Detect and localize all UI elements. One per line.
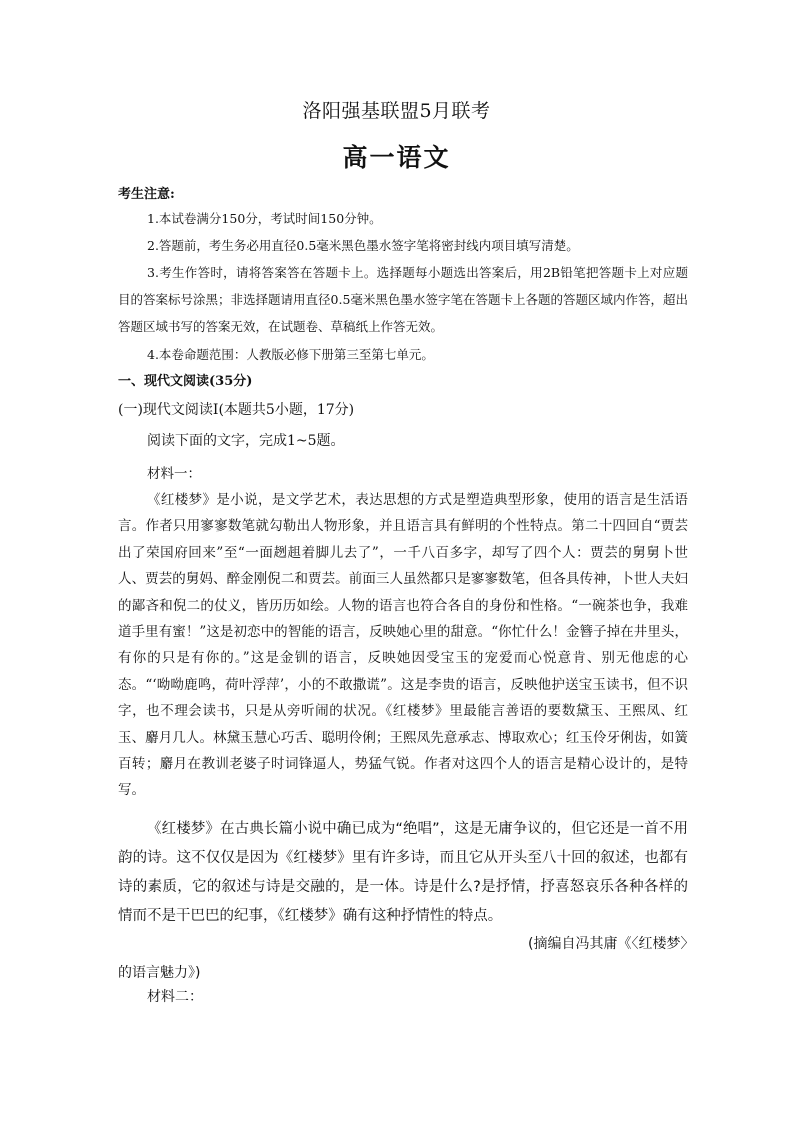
notice-item-2: 2.答题前，考生务必用直径0.5毫米黑色墨水签字笔将密封线内项目填写清楚。 [147,238,579,253]
material-one-paragraph-2: 《红楼梦》在古典长篇小说中确已成为“绝唱”，这是无庸争议的，但它还是一首不用韵的诗。这不仅仅是因为《红楼梦》里有许多诗，而且它从开头至八十回的叙述，也都有诗的素质，它的叙述与诗是交融的，是一体。诗是什么?是抒情，抒喜怒哀乐各种各样的情而不是干巴巴的纪事，《红楼梦》确有这种抒情性的特点。 [118,821,688,924]
material-two-label: 材料二： [147,989,203,1005]
notice-item-1: 1.本试卷满分150分，考试时间150分钟。 [147,211,382,226]
material-one-citation: (摘编自冯其庸《〈红楼梦〉的语言魅力》) [118,936,688,981]
exam-title: 洛阳强基联盟5月联考 [302,100,491,122]
notice-heading: 考生注意: [118,187,175,202]
part-heading: (一)现代文阅读Ⅰ(本题共5小题，17分) [118,402,355,418]
section-heading: 一、现代文阅读(35分) [118,374,253,389]
notice-item-3: 3.考生作答时，请将答案答在答题卡上。选择题每小题选出答案后，用2B铅笔把答题卡上对应题目的答案标号涂黑；非选择题请用直径0.5毫米黑色墨水签字笔在答题卡上各题的答题区域内作答，超出答题区域书写的答案无效，在试题卷、草稿纸上作答无效。 [118,265,688,334]
material-one-paragraph-1: 《红楼梦》是小说，是文学艺术，表达思想的方式是塑造典型形象，使用的语言是生活语言。作者只用寥寥数笔就勾勒出人物形象，并且语言具有鲜明的个性特点。第二十四回自“贾芸出了荣国府回来”至“一面趔趄着脚儿去了”，一千八百多字，却写了四个人：贾芸的舅舅卜世人、贾芸的舅妈、醉金刚倪二和贾芸。前面三人虽然都只是寥寥数笔，但各具传神，卜世人夫妇的鄙吝和倪二的仗义，皆历历如绘。人物的语言也符合各自的身份和性格。“一碗茶也争，我难道手里有蜜！”这是初恋中的智能的语言，反映她心里的甜意。“你忙什么！金簪子掉在井里头，有你的只是有你的。”这是金钏的语言，反映她因受宝玉的宠爱而心悦意肯、别无他虑的心态。“‘呦呦鹿鸣，荷叶浮萍’，小的不敢撒谎”。这是李贵的语言，反映他护送宝玉读书，但不识字，也不理会读书，只是从旁听闹的状况。《红楼梦》里最能言善语的要数黛玉、王熙凤、红玉、麝月几人。林黛玉慧心巧舌、聪明伶俐；王熙凤先意承志、博取欢心；红玉伶牙俐齿，如簧百转；麝月在教训老婆子时词锋逼人，势猛气锐。作者对这四个人的语言是精心设计的，是特写。 [118,492,688,799]
notice-item-4: 4.本卷命题范围：人教版必修下册第三至第七单元。 [147,347,434,362]
subject-title: 高一语文 [342,143,451,172]
material-one-label: 材料一： [147,466,201,482]
reading-prompt: 阅读下面的文字，完成1~5题。 [147,433,345,449]
